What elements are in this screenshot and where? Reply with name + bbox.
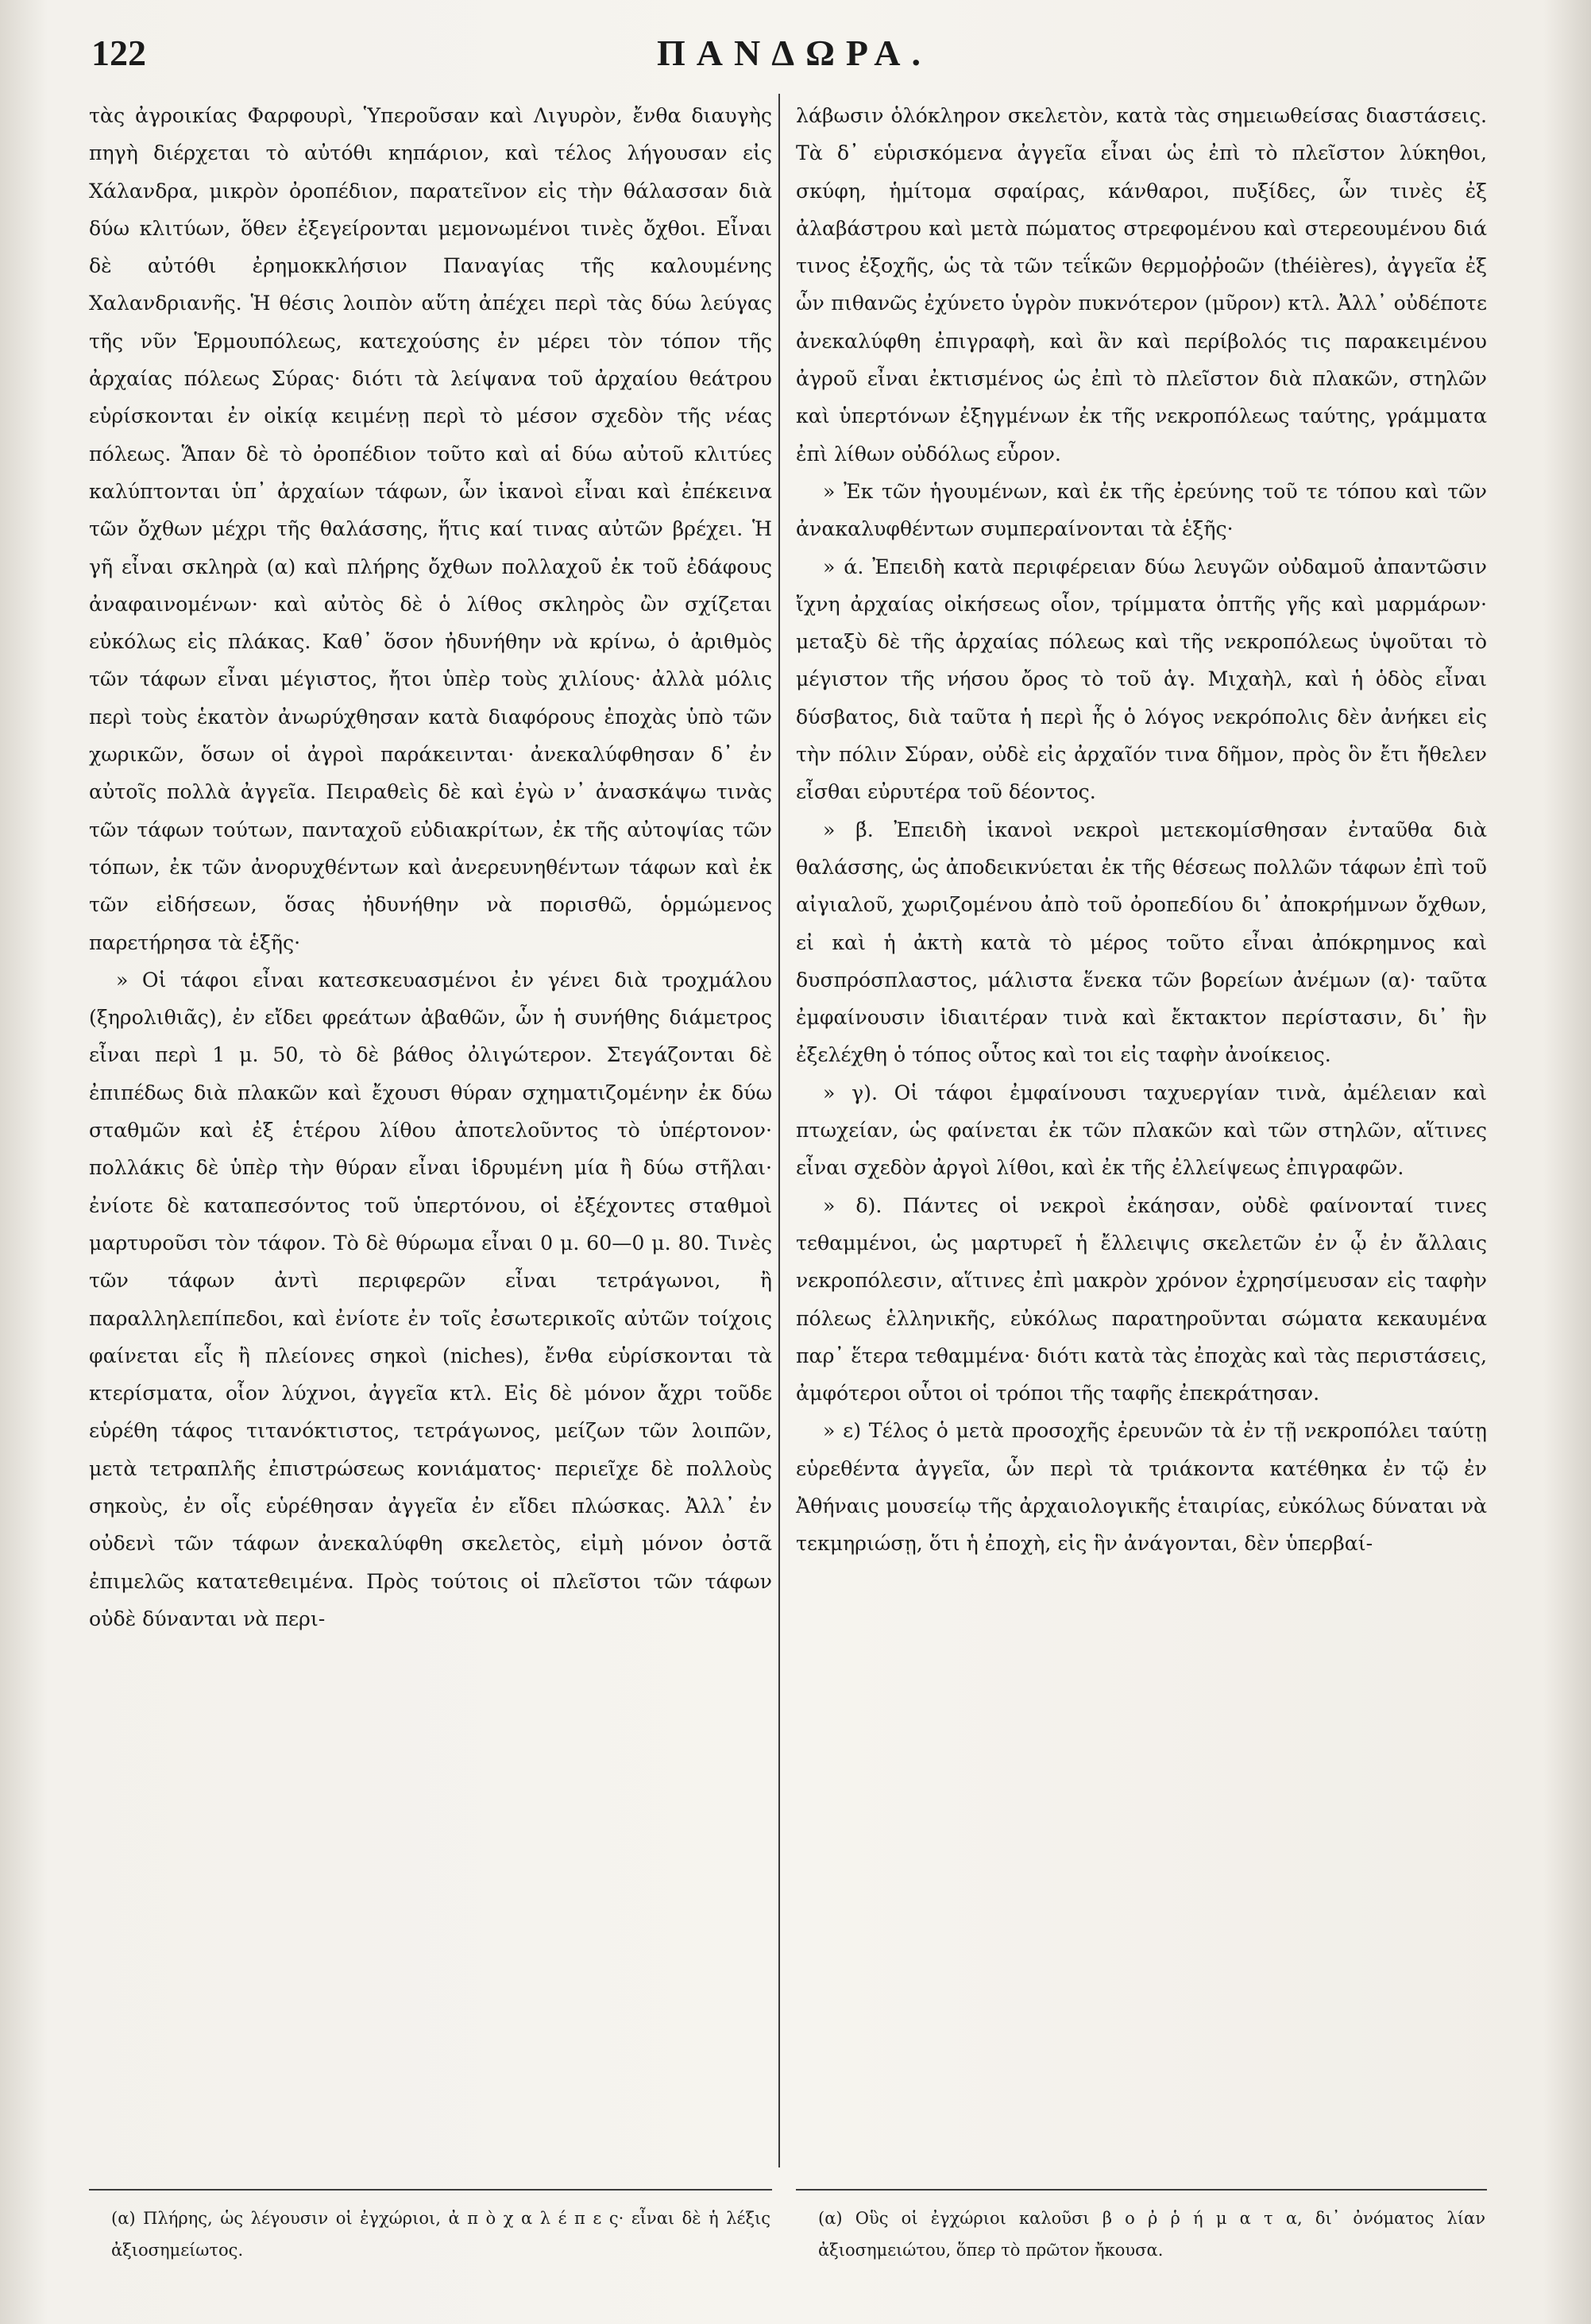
paragraph: λάβωσιν ὁλόκληρον σκελετὸν, κατὰ τὰς σημειωθείσας διαστάσεις. Τὰ δ᾽ εὑρισκόμενα ἀγγεῖα εἶναι ὡς ἐπὶ τὸ πλεῖστον λύκηθοι, σκύφη, ἡμίτομα σφαίρας, κάνθαροι, πυξίδες, ὧν τινὲς ἐξ ἀλαβάστρου καὶ μετὰ πώματος στρεφομένου καὶ στερεουμένου διά τινος ἐξοχῆς, ὡς τὰ τῶν τεΐκῶν θερμοῤῥοῶν (théières), ἀγγεῖα ἐξ ὧν πιθανῶς ἐχύνετο ὑγρὸν πυκνότερον (μῦρον) κτλ. Ἀλλ᾽ οὐδέποτε ἀνεκαλύφθη ἐπιγραφὴ, καὶ ἂν καὶ περίβολός τις παρακειμένου ἀγροῦ εἶναι ἐκτισμένος ὡς ἐπὶ τὸ πλεῖστον διὰ πλακῶν, στηλῶν καὶ ὑπερτόνων ἐξηγμένων ἐκ τῆς νεκροπόλεως ταύτης, γράμματα ἐπὶ λίθων οὐδόλως εὗρον. <box>796 104 1487 466</box>
footnote-divider <box>796 2189 1487 2191</box>
right-column <box>796 97 1487 1563</box>
paragraph: » Οἱ τάφοι εἶναι κατεσκευασμένοι ἐν γένει διὰ τροχμάλου (ξηρολιθιᾶς), ἐν εἴδει φρεάτων ἀβαθῶν, ὧν ἡ συνήθης διάμετρος εἶναι περὶ 1 μ. 50, τὸ δὲ βάθος ὀλιγώτερον. Στεγάζονται δὲ ἐπιπέδως διὰ πλακῶν καὶ ἔχουσι θύραν σχηματιζομένην ἐκ δύω σταθμῶν καὶ ἐξ ἑτέρου λίθου ἀποτελοῦντος τὸ ὑπέρτονον· πολλάκις δὲ ὑπὲρ τὴν θύραν εἶναι ἱδρυμένη μία ἢ δύω στῆλαι· ἐνίοτε δὲ καταπεσόντος τοῦ ὑπερτόνου, οἱ ἐξέχοντες σταθμοὶ μαρτυροῦσι τὸν τάφον. Τὸ δὲ θύρωμα εἶναι 0 μ. 60—0 μ. 80. Τινὲς τῶν τάφων ἀντὶ περιφερῶν εἶναι τετράγωνοι, ἢ παραλληλεπίπεδοι, καὶ ἐνίοτε ἐν τοῖς ἐσωτερικοῖς αὐτῶν τοίχοις φαίνεται εἷς ἢ πλείονες σηκοὶ (niches), ἔνθα εὑρίσκονται τὰ κτερίσματα, οἷον λύχνοι, ἀγγεῖα κτλ. Εἰς δὲ μόνον ἄχρι τοῦδε εὑρέθη τάφος τιτανόκτιστος, τετράγωνος, μείζων τῶν λοιπῶν, μετὰ τετραπλῆς ἐπιστρώσεως κονιάματος· περιεῖχε δὲ πολλοὺς σηκοὺς, ἐν οἷς εὑρέθησαν ἀγγεῖα ἐν εἴδει πλώσκας. Ἀλλ᾽ ἐν οὐδενὶ τῶν τάφων ἀνεκαλύφθη σκελετὸς, εἰμὴ μόνον ὀστᾶ ἐπιμελῶς κατατεθειμένα. Πρὸς τούτοις οἱ πλεῖστοι τῶν τάφων οὐδὲ δύνανται νὰ περι- <box>89 968 772 1630</box>
paragraph: » ά. Ἐπειδὴ κατὰ περιφέρειαν δύω λευγῶν οὐδαμοῦ ἀπαντῶσιν ἴχνη ἀρχαίας οἰκήσεως οἷον, τρίμματα ὀπτῆς γῆς καὶ μαρμάρων· μεταξὺ δὲ τῆς ἀρχαίας πόλεως καὶ τῆς νεκροπόλεως ὑψοῦται τὸ μέγιστον τῆς νήσου ὄρος τὸ τοῦ ἁγ. Μιχαὴλ, καὶ ἡ ὁδὸς εἶναι δύσβατος, διὰ ταῦτα ἡ περὶ ἧς ὁ λόγος νεκρόπολις δὲν ἀνήκει εἰς τὴν πόλιν Σύραν, οὐδὲ εἰς ἀρχαῖόν τινα δῆμον, πρὸς ὃν ἔτι ἤθελεν εἶσθαι εὐρυτέρα τοῦ δέοντος. <box>796 555 1487 804</box>
paragraph: » β́. Ἐπειδὴ ἱκανοὶ νεκροὶ μετεκομίσθησαν ἐνταῦθα διὰ θαλάσσης, ὡς ἀποδεικνύεται ἐκ τῆς θέσεως πολλῶν τάφων ἐπὶ τοῦ αἰγιαλοῦ, χωριζομένου ἀπὸ τοῦ ὀροπεδίου δι᾽ ἀποκρήμνων ὄχθων, εἰ καὶ ἡ ἀκτὴ κατὰ τὸ μέρος τοῦτο εἶναι ἀπόκρημνος καὶ δυσπρόσπλαστος, μάλιστα ἕνεκα τῶν βορείων ἀνέμων (α)· ταῦτα ἐμφαίνουσιν ἰδιαιτέραν τινὰ καὶ ἔκτακτον περίστασιν, δι᾽ ἣν ἐξελέχθη ὁ τόπος οὗτος καὶ τοι εἰς ταφὴν ἀνοίκειος. <box>796 818 1487 1067</box>
footnote: (α) Οὓς οἱ ἐγχώριοι καλοῦσι β ο ῤ ῥ ή μ α τ α, δι᾽ ὀνόματος λίαν ἀξιοσημειώτου, ὅπερ τὸ πρῶτον ἤκουσα. <box>818 2209 1485 2260</box>
page-header <box>91 32 1497 95</box>
page-number: 122 <box>91 33 146 73</box>
column-divider <box>778 94 780 2167</box>
paragraph: » δ). Πάντες οἱ νεκροὶ ἐκάησαν, οὐδὲ φαίνονταί τινες τεθαμμένοι, ὡς μαρτυρεῖ ἡ ἔλλειψις σκελετῶν ἐν ᾧ ἐν ἄλλαις νεκροπόλεσιν, αἵτινες ἐπὶ μακρὸν χρόνον ἐχρησίμευσαν εἰς ταφὴν πόλεως ἑλληνικῆς, εὐκόλως παρατηροῦνται σώματα κεκαυμένα παρ᾽ ἕτερα τεθαμμένα· διότι κατὰ τὰς ἐποχὰς καὶ τὰς περιστάσεις, ἀμφότεροι οὗτοι οἱ τρόποι τῆς ταφῆς ἐπεκράτησαν. <box>796 1193 1487 1406</box>
paragraph: » Ἐκ τῶν ἡγουμένων, καὶ ἐκ τῆς ἐρεύνης τοῦ τε τόπου καὶ τῶν ἀνακαλυφθέντων συμπεραίνονται τὰ ἑξῆς· <box>796 479 1487 541</box>
running-title: ΠΑΝΔΩΡΑ. <box>657 33 932 73</box>
paragraph: τὰς ἀγροικίας Φαρφουρὶ, Ὑπεροῦσαν καὶ Λιγυρὸν, ἔνθα διαυγὴς πηγὴ διέρχεται τὸ αὐτόθι κηπάριον, καὶ τέλος λήγουσαν εἰς Χάλανδρα, μικρὸν ὀροπέδιον, παρατεῖνον εἰς τὴν θάλασσαν διὰ δύω κλιτύων, ὅθεν ἐξεγείρονται μεμονωμένοι τινὲς ὄχθοι. Εἶναι δὲ αὐτόθι ἐρημοκκλήσιον Παναγίας τῆς καλουμένης Χαλανδριανῆς. Ἡ θέσις λοιπὸν αὕτη ἀπέχει περὶ τὰς δύω λεύγας τῆς νῦν Ἑρμουπόλεως, κατεχούσης ἐν μέρει τὸν τόπον τῆς ἀρχαίας πόλεως Σύρας· διότι τὰ λείψανα τοῦ ἀρχαίου θεάτρου εὑρίσκονται ἐν οἰκίᾳ κειμένῃ περὶ τὸ μέσον σχεδὸν τῆς νέας πόλεως. Ἅπαν δὲ τὸ ὀροπέδιον τοῦτο καὶ αἱ δύω αὐτοῦ κλιτύες καλύπτονται ὑπ᾽ ἀρχαίων τάφων, ὧν ἱκανοὶ εἶναι καὶ ἐπέκεινα τῶν ὄχθων μέχρι τῆς θαλάσσης, ἥτις καί τινας αὐτῶν βρέχει. Ἡ γῆ εἶναι σκληρὰ (α) καὶ πλήρης ὄχθων πολλαχοῦ ἐκ τοῦ ἐδάφους ἀναφαινομένων· καὶ αὐτὸς δὲ ὁ λίθος σκληρὸς ὢν σχίζεται εὐκόλως εἰς πλάκας. Καθ᾽ ὅσον ἠδυνήθην νὰ κρίνω, ὁ ἀριθμὸς τῶν τάφων εἶναι μέγιστος, ἤτοι ὑπὲρ τοὺς χιλίους· ἀλλὰ μόλις περὶ τοὺς ἑκατὸν ἀνωρύχθησαν κατὰ διαφόρους ἐποχὰς ὑπὸ τῶν χωρικῶν, ὅσων οἱ ἀγροὶ παράκεινται· ἀνεκαλύφθησαν δ᾽ ἐν αὐτοῖς πολλὰ ἀγγεῖα. Πειραθεὶς δὲ καὶ ἐγὼ ν᾽ ἀνασκάψω τινὰς τῶν τάφων τούτων, πανταχοῦ εὐδιακρίτων, ἐκ τῆς αὐτοψίας τῶν τόπων, ἐκ τῶν ἀνορυχθέντων καὶ ἀνερευνηθέντων τάφων καὶ ἐκ τῶν εἰδήσεων, ὅσας ἠδυνήθην νὰ πορισθῶ, ὁρμώμενος παρετήρησα τὰ ἑξῆς· <box>89 104 772 954</box>
left-column <box>89 97 772 1638</box>
paragraph: » ε) Τέλος ὁ μετὰ προσοχῆς ἐρευνῶν τὰ ἐν τῇ νεκροπόλει ταύτῃ εὑρεθέντα ἀγγεῖα, ὧν περὶ τὰ τριάκοντα κατέθηκα ἐν τῷ ἐν Ἀθήναις μουσείῳ τῆς ἀρχαιολογικῆς ἑταιρίας, εὐκόλως δύναται νὰ τεκμηριώσῃ, ὅτι ἡ ἐποχὴ, εἰς ἣν ἀνάγονται, δὲν ὑπερβαί- <box>796 1419 1487 1556</box>
paragraph: » γ). Οἱ τάφοι ἐμφαίνουσι ταχυεργίαν τινὰ, ἀμέλειαν καὶ πτωχείαν, ὡς φαίνεται ἐκ τῶν πλακῶν καὶ τῶν στηλῶν, αἵτινες εἶναι σχεδὸν ἀργοὶ λίθοι, καὶ ἐκ τῆς ἐλλείψεως ἐπιγραφῶν. <box>796 1081 1487 1180</box>
footnote: (α) Πλήρης, ὡς λέγουσιν οἱ ἐγχώριοι, ἀ π ὸ χ α λ έ π ε ς· εἶναι δὲ ἡ λέξις ἀξιοσημείωτος. <box>111 2209 770 2260</box>
footnote-divider <box>89 2189 772 2191</box>
